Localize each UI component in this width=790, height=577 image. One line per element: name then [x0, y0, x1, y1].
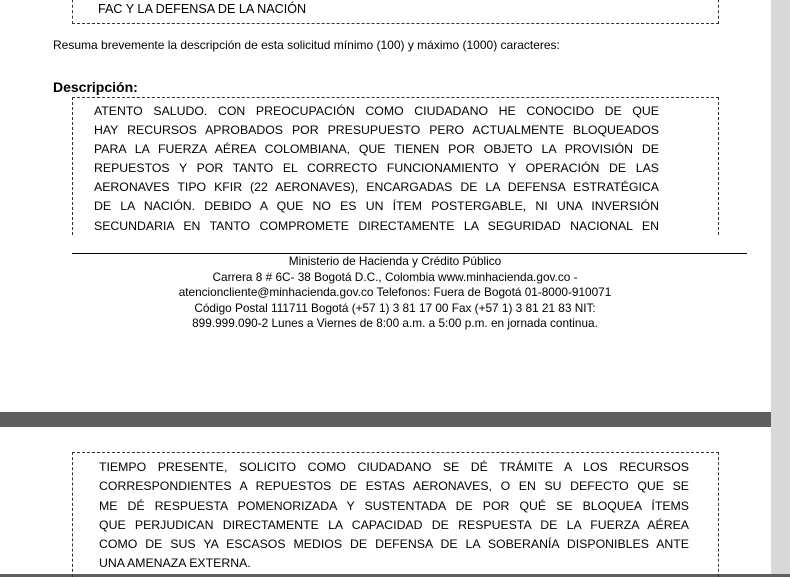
- description-line: ATENTO SALUDO. CON PREOCUPACIÓN COMO CIUDADANO HE CONOCIDO DE QUE: [94, 104, 659, 118]
- description-label: Descripción:: [53, 79, 138, 95]
- description-box: [72, 97, 719, 235]
- description-text-continued: [99, 458, 689, 574]
- footer-line: Ministerio de Hacienda y Crédito Público: [288, 254, 502, 268]
- description-line: COMO DE SUS YA ESCASOS MEDIOS DE DEFENSA DE LA SOBERANÍA DISPONIBLES ANTE: [99, 537, 689, 552]
- footer-line: Carrera 8 # 6C- 38 Bogotá D.C., Colombia www.minhacienda.gov.co -: [212, 269, 578, 284]
- description-text: [94, 102, 659, 236]
- page-footer: [130, 254, 660, 332]
- previous-field-text: FAC Y LA DEFENSA DE LA NACIÓN: [98, 2, 307, 16]
- description-line: AERONAVES TIPO KFIR (22 AERONAVES), ENCARGADAS DE LA DEFENSA ESTRATÉGICA: [94, 180, 659, 195]
- footer-line: 899.999.090-2 Lunes a Viernes de 8:00 a.m. a 5:00 p.m. en jornada continua.: [192, 316, 598, 331]
- description-box-continued: [72, 452, 719, 577]
- description-line: PARA LA FUERZA AÉREA COLOMBIANA, QUE TIENEN POR OBJETO LA PROVISIÓN DE: [94, 142, 659, 157]
- viewer-scroll-edge: [771, 0, 790, 574]
- previous-field-box: [72, 0, 719, 24]
- description-line: ME DÉ RESPUESTA POMENORIZADA Y SUSTENTADA DE POR QUÉ SE BLOQUEA ÍTEMS: [99, 498, 689, 513]
- description-line: SECUNDARIA EN TANTO COMPROMETE DIRECTAMENTE LA SEGURIDAD NACIONAL EN: [94, 218, 659, 233]
- description-line: QUE PERJUDICAN DIRECTAMENTE LA CAPACIDAD DE RESPUESTA DE LA FUERZA AÉREA: [99, 517, 689, 532]
- description-line: REPUESTOS Y POR TANTO EL CORRECTO FUNCIONAMIENTO Y OPERACIÓN DE LAS: [94, 161, 659, 176]
- footer-line: Código Postal 111711 Bogotá (+57 1) 3 81 17 00 Fax (+57 1) 3 81 21 83 NIT:: [194, 300, 596, 315]
- description-line: TIEMPO PRESENTE, SOLICITO COMO CIUDADANO SE DÉ TRÁMITE A LOS RECURSOS: [99, 460, 689, 474]
- description-line: HAY RECURSOS APROBADOS POR PRESUPUESTO PERO ACTUALMENTE BLOQUEADOS: [94, 123, 659, 138]
- description-instruction: Resuma brevemente la descripción de esta solicitud mínimo (100) y máximo (1000) caracteres:: [53, 38, 560, 52]
- footer-line: atencioncliente@minhacienda.gov.co Telefonos: Fuera de Bogotá 01-8000-910071: [178, 285, 612, 300]
- description-line: CORRESPONDIENTES A REPUESTOS DE ESTAS AERONAVES, O EN SU DEFECTO QUE SE: [99, 479, 689, 494]
- description-line: DE LA NACIÓN. DEBIDO A QUE NO ES UN ÍTEM POSTERGABLE, NI UNA INVERSIÓN: [94, 199, 659, 214]
- description-line: UNA AMENAZA EXTERNA.: [99, 556, 251, 571]
